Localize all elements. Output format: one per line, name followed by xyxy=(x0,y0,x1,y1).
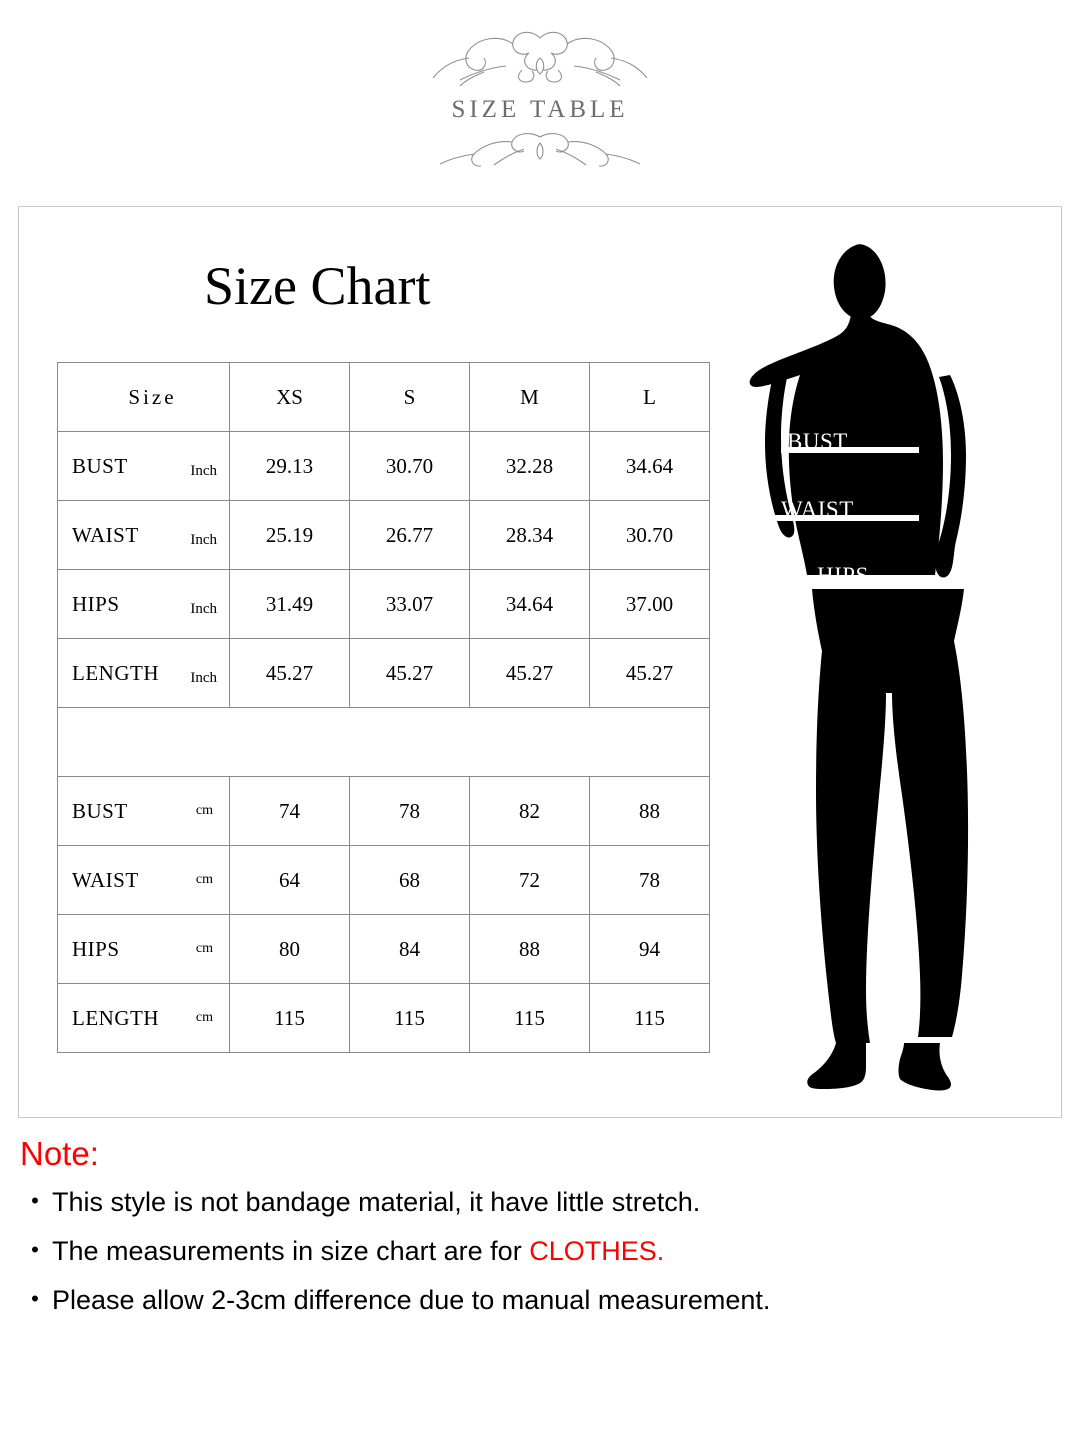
cell-hips-inch-m: 34.64 xyxy=(470,570,590,639)
cell-length-cm-m: 115 xyxy=(470,984,590,1053)
cell-length-inch-l: 45.27 xyxy=(590,639,710,708)
size-chart-card xyxy=(18,206,1062,1118)
note-heading: Note: xyxy=(20,1135,99,1172)
cell-length-cm-xs: 115 xyxy=(230,984,350,1053)
female-body-silhouette-icon xyxy=(733,237,1033,1097)
row-label-bust-cm xyxy=(58,777,230,846)
cell-hips-cm-l: 94 xyxy=(590,915,710,984)
table-row xyxy=(58,432,710,501)
row-label-text: LENGTH xyxy=(72,660,159,685)
cell-bust-cm-s: 78 xyxy=(350,777,470,846)
table-row xyxy=(58,639,710,708)
row-label-waist-inch xyxy=(58,501,230,570)
size-chart-table xyxy=(57,362,710,1053)
cell-bust-cm-m: 82 xyxy=(470,777,590,846)
row-unit: Inch xyxy=(190,601,217,617)
row-label-text: HIPS xyxy=(72,591,120,616)
cell-waist-cm-xs: 64 xyxy=(230,846,350,915)
cell-length-inch-s: 45.27 xyxy=(350,639,470,708)
row-label-bust-inch xyxy=(58,432,230,501)
table-spacer-row xyxy=(58,708,710,777)
row-unit: cm xyxy=(195,941,213,956)
header-cell-size: Size xyxy=(58,363,230,432)
row-label-hips-inch xyxy=(58,570,230,639)
waist-label: WAIST xyxy=(781,497,854,522)
row-label-text: WAIST xyxy=(72,867,139,892)
row-label-text: BUST xyxy=(72,453,128,478)
row-label-text: LENGTH xyxy=(72,1005,159,1030)
cell-length-cm-s: 115 xyxy=(350,984,470,1053)
header-cell-xs: XS xyxy=(230,363,350,432)
cell-hips-inch-l: 37.00 xyxy=(590,570,710,639)
table-row xyxy=(58,777,710,846)
hips-label: HIPS xyxy=(817,563,869,588)
note-text: The measurements in size chart are for xyxy=(52,1236,530,1267)
page-title: Size Chart xyxy=(204,256,431,316)
row-label-length-inch xyxy=(58,639,230,708)
table-row xyxy=(58,570,710,639)
cell-waist-inch-s: 26.77 xyxy=(350,501,470,570)
cell-waist-cm-m: 72 xyxy=(470,846,590,915)
spacer-cell xyxy=(58,708,710,777)
cell-length-cm-l: 115 xyxy=(590,984,710,1053)
table-row xyxy=(58,501,710,570)
cell-waist-cm-l: 78 xyxy=(590,846,710,915)
cell-waist-inch-m: 28.34 xyxy=(470,501,590,570)
cell-waist-inch-l: 30.70 xyxy=(590,501,710,570)
cell-hips-cm-s: 84 xyxy=(350,915,470,984)
table-row xyxy=(58,846,710,915)
header-cell-l: L xyxy=(590,363,710,432)
note-text-wrap xyxy=(52,1236,664,1267)
flourish-ornament-icon xyxy=(410,28,670,95)
cell-bust-inch-xs: 29.13 xyxy=(230,432,350,501)
cell-length-inch-xs: 45.27 xyxy=(230,639,350,708)
cell-hips-inch-xs: 31.49 xyxy=(230,570,350,639)
note-highlight: CLOTHES. xyxy=(529,1236,665,1267)
cell-bust-inch-l: 34.64 xyxy=(590,432,710,501)
bullet-icon: • xyxy=(31,1188,39,1213)
row-label-text: WAIST xyxy=(72,522,139,547)
note-item xyxy=(18,1236,1058,1267)
cell-hips-inch-s: 33.07 xyxy=(350,570,470,639)
table-row xyxy=(58,915,710,984)
row-unit: Inch xyxy=(190,532,217,548)
row-unit: cm xyxy=(195,1010,213,1025)
ornament-title: SIZE TABLE xyxy=(451,96,629,123)
note-block xyxy=(18,1135,1058,1334)
table-row xyxy=(58,984,710,1053)
cell-hips-cm-m: 88 xyxy=(470,915,590,984)
note-item xyxy=(18,1285,1058,1316)
cell-length-inch-m: 45.27 xyxy=(470,639,590,708)
row-label-hips-cm xyxy=(58,915,230,984)
row-label-length-cm xyxy=(58,984,230,1053)
header-cell-s: S xyxy=(350,363,470,432)
row-unit: cm xyxy=(195,872,213,887)
cell-bust-cm-l: 88 xyxy=(590,777,710,846)
bust-label: BUST xyxy=(787,429,848,454)
table-header-row xyxy=(58,363,710,432)
note-text: Please allow 2-3cm difference due to manual measurement. xyxy=(52,1285,771,1316)
bullet-icon: • xyxy=(31,1237,39,1263)
cell-waist-cm-s: 68 xyxy=(350,846,470,915)
row-unit: cm xyxy=(195,803,213,818)
bullet-icon: • xyxy=(31,1286,39,1312)
header-cell-m: M xyxy=(470,363,590,432)
cell-waist-inch-xs: 25.19 xyxy=(230,501,350,570)
ornament-block xyxy=(0,28,1080,174)
page-header xyxy=(0,0,1080,185)
cell-bust-inch-s: 30.70 xyxy=(350,432,470,501)
row-label-waist-cm xyxy=(58,846,230,915)
note-item xyxy=(18,1187,1058,1218)
row-label-text: HIPS xyxy=(72,936,120,961)
row-unit: Inch xyxy=(190,463,217,479)
note-text: This style is not bandage material, it have little stretch. xyxy=(52,1187,701,1217)
cell-bust-cm-xs: 74 xyxy=(230,777,350,846)
cell-hips-cm-xs: 80 xyxy=(230,915,350,984)
row-unit: Inch xyxy=(190,670,217,686)
row-label-text: BUST xyxy=(72,798,128,823)
body-measurement-figure xyxy=(733,237,1033,1097)
cell-bust-inch-m: 32.28 xyxy=(470,432,590,501)
flourish-ornament-bottom-icon xyxy=(425,123,655,174)
